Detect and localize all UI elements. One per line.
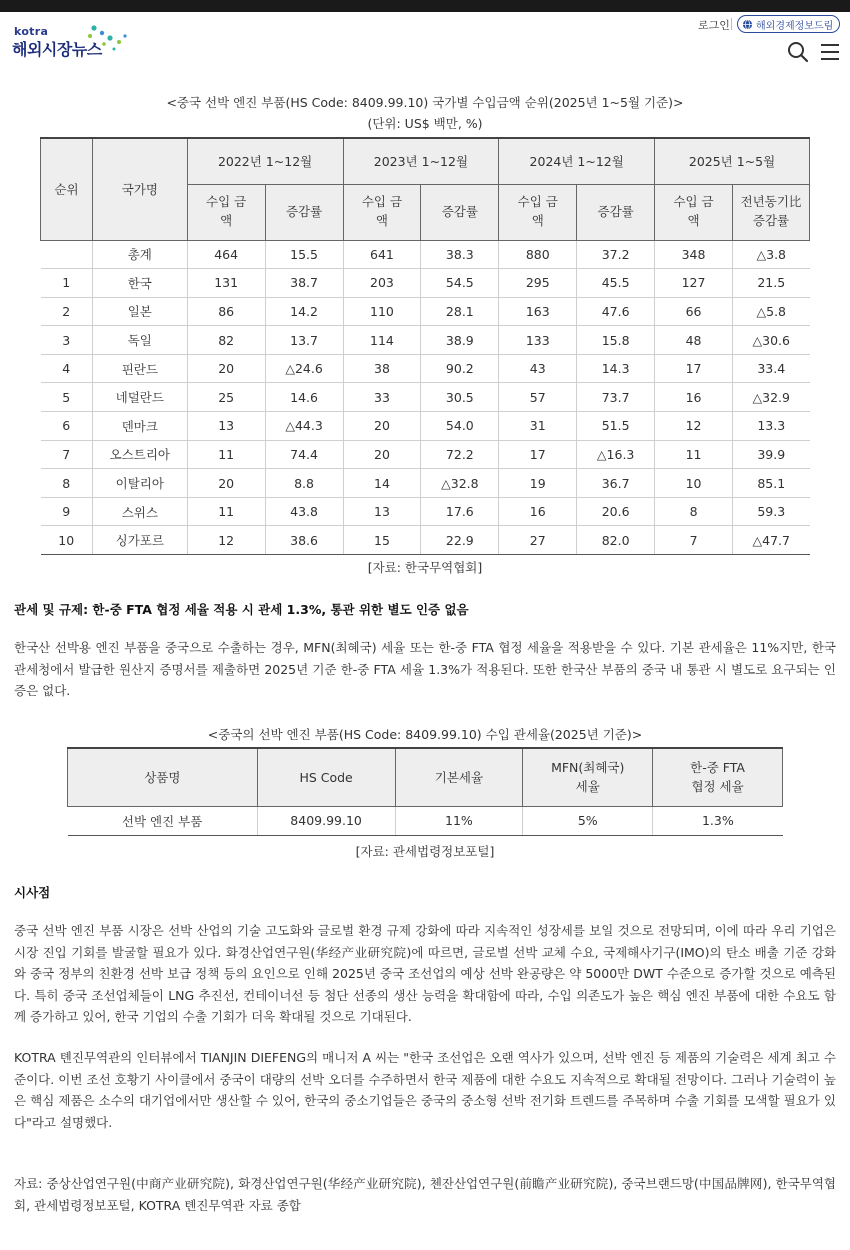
country-cell: 오스트리아 — [92, 440, 187, 469]
rank-cell — [41, 240, 93, 269]
globe-icon — [742, 19, 753, 30]
subheader-rate: 증감률 — [421, 184, 499, 240]
value-cell: △30.6 — [733, 326, 810, 355]
table-row — [41, 526, 810, 555]
value-cell: 10 — [655, 469, 733, 498]
table-row — [41, 440, 810, 469]
site-header — [0, 12, 850, 72]
value-cell: 82.0 — [577, 526, 655, 555]
value-cell: 203 — [343, 269, 421, 298]
table1-source: [자료: 한국무역협회] — [367, 560, 483, 575]
value-cell: 57 — [499, 383, 577, 412]
rank-cell: 5 — [41, 383, 93, 412]
header-period-2022: 2022년 1~12월 — [187, 138, 343, 184]
country-cell: 덴마크 — [92, 412, 187, 441]
value-cell: 33.4 — [733, 354, 810, 383]
tariff-paragraph: 한국산 선박용 엔진 부품을 중국으로 수출하는 경우, MFN(최혜국) 세율 또는 한-중 FTA 협정 세율을 적용받을 수 있다. 기본 관세율은 11%지만, 한국 관세청에서 발급한 원산지 증명서를 제출하면 2025년 기준 한-중 FTA 세율 1.3%가 적용된다. 또한 한국산 부품의 중국 내 통관 시 별도로 요구되는 인증은 없다. — [14, 640, 836, 698]
subheader-yoy-rate: 전년동기比 증감률 — [733, 184, 810, 240]
t2-cell-product: 선박 엔진 부품 — [68, 806, 258, 835]
value-cell: 20 — [187, 469, 265, 498]
hamburger-menu-icon[interactable] — [820, 43, 840, 61]
country-cell: 독일 — [92, 326, 187, 355]
value-cell: 66 — [655, 297, 733, 326]
value-cell: 13 — [343, 497, 421, 526]
value-cell: 28.1 — [421, 297, 499, 326]
value-cell: 59.3 — [733, 497, 810, 526]
value-cell: 348 — [655, 240, 733, 269]
economic-info-button[interactable] — [737, 15, 840, 33]
implications-paragraph-1: 중국 선박 엔진 부품 시장은 선박 산업의 기술 고도화와 글로벌 환경 규제 강화에 따라 지속적인 성장세를 보일 것으로 전망되며, 이에 따라 우리 기업은 시장 진입 기회를 발굴할 필요가 있다. 화경산업연구원(华经产业研究院)에 따르면, 글로벌 선박 교체 수요, 국제해사기구(IMO)의 탄소 배출 기준 강화와 중국 정부의 친환경 선박 보급 정책 등의 요인으로 인해 2025년 중국 조선업의 예상 선박 완공량은 약 5000만 DWT 수준으로 증가할 것으로 예측된다. 특히 중국 조선업체들이 LNG 추진선, 컨테이너선 등 첨단 선종의 생산 능력을 확대함에 따라, 수입 의존도가 높은 핵심 엔진 부품에 대한 수요도 함께 증가하고 있어, 한국 기업의 수출 기회가 더욱 확대될 것으로 기대된다. — [14, 923, 836, 1024]
value-cell: 14.2 — [265, 297, 343, 326]
value-cell: 19 — [499, 469, 577, 498]
value-cell: 22.9 — [421, 526, 499, 555]
value-cell: 51.5 — [577, 412, 655, 441]
country-cell: 한국 — [92, 269, 187, 298]
rank-cell: 9 — [41, 497, 93, 526]
value-cell: 86 — [187, 297, 265, 326]
value-cell: 17.6 — [421, 497, 499, 526]
header-rank: 순위 — [41, 138, 93, 240]
site-logo[interactable]: 해외시장뉴스 — [12, 40, 102, 59]
value-cell: 43 — [499, 354, 577, 383]
t2-cell-basic-rate: 11% — [395, 806, 523, 835]
value-cell: 110 — [343, 297, 421, 326]
value-cell: 72.2 — [421, 440, 499, 469]
value-cell: 47.6 — [577, 297, 655, 326]
value-cell: △44.3 — [265, 412, 343, 441]
value-cell: 14.6 — [265, 383, 343, 412]
table-row — [41, 412, 810, 441]
table-row — [41, 497, 810, 526]
value-cell: 133 — [499, 326, 577, 355]
value-cell: 295 — [499, 269, 577, 298]
table-row — [68, 806, 783, 835]
subheader-amount: 수입 금액 — [499, 184, 577, 240]
section-heading-implications: 시사점 — [14, 885, 51, 900]
t2-cell-mfn-rate: 5% — [523, 806, 653, 835]
value-cell: 8 — [655, 497, 733, 526]
table-row — [41, 469, 810, 498]
value-cell: 11 — [655, 440, 733, 469]
value-cell: 14 — [343, 469, 421, 498]
value-cell: 14.3 — [577, 354, 655, 383]
value-cell: 163 — [499, 297, 577, 326]
country-cell: 핀란드 — [92, 354, 187, 383]
implications-paragraph-2: KOTRA 톈진무역관의 인터뷰에서 TIANJIN DIEFENG의 매니저 A 씨는 "한국 조선업은 오랜 역사가 있으며, 선박 엔진 등 제품의 기술력은 세계 최고 수준이다. 이번 조선 호황기 사이클에서 중국이 대량의 선박 오더를 수주하면서 한국 제품에 대한 수요도 지속적으로 확대될 전망이다. 그러나 기술력이 높은 핵심 제품은 소수의 대기업에서만 생산할 수 있어, 한국의 중소기업들은 중국의 중소형 선박 전기화 트렌드를 주목하며 수출 기회를 모색할 필요가 있다"라고 설명했다. — [14, 1050, 836, 1130]
value-cell: 127 — [655, 269, 733, 298]
logo-brand-text: kotra — [14, 25, 49, 38]
value-cell: 45.5 — [577, 269, 655, 298]
value-cell: 38 — [343, 354, 421, 383]
value-cell: 74.4 — [265, 440, 343, 469]
country-cell: 일본 — [92, 297, 187, 326]
value-cell: 54.5 — [421, 269, 499, 298]
value-cell: 17 — [499, 440, 577, 469]
value-cell: 15 — [343, 526, 421, 555]
rank-cell: 2 — [41, 297, 93, 326]
value-cell: 38.3 — [421, 240, 499, 269]
table-row — [41, 326, 810, 355]
value-cell: 13.3 — [733, 412, 810, 441]
value-cell: 16 — [499, 497, 577, 526]
subheader-rate: 증감률 — [265, 184, 343, 240]
header-country: 국가명 — [92, 138, 187, 240]
country-cell: 네덜란드 — [92, 383, 187, 412]
table2-source: [자료: 관세법령정보포털] — [355, 844, 495, 859]
table-row — [41, 240, 810, 269]
economic-info-label: 해외경제정보드림 — [756, 20, 834, 32]
value-cell: 85.1 — [733, 469, 810, 498]
value-cell: 73.7 — [577, 383, 655, 412]
header-divider — [731, 18, 732, 30]
login-link[interactable]: 로그인 — [698, 19, 730, 32]
section-heading-tariff: 관세 및 규제: 한-중 FTA 협정 세율 적용 시 관세 1.3%, 통관 위한 별도 인증 없음 — [14, 602, 469, 617]
t2-header-product: 상품명 — [68, 748, 258, 806]
value-cell: 464 — [187, 240, 265, 269]
value-cell: 15.5 — [265, 240, 343, 269]
value-cell: 39.9 — [733, 440, 810, 469]
subheader-amount: 수입 금액 — [343, 184, 421, 240]
top-status-bar — [0, 0, 850, 12]
value-cell: 25 — [187, 383, 265, 412]
tariff-rate-table — [67, 747, 783, 836]
value-cell: 31 — [499, 412, 577, 441]
value-cell: 15.8 — [577, 326, 655, 355]
country-cell: 싱가포르 — [92, 526, 187, 555]
value-cell: △47.7 — [733, 526, 810, 555]
rank-cell: 1 — [41, 269, 93, 298]
rank-cell: 8 — [41, 469, 93, 498]
value-cell: 131 — [187, 269, 265, 298]
value-cell: 38.7 — [265, 269, 343, 298]
t2-cell-fta-rate: 1.3% — [653, 806, 783, 835]
value-cell: 16 — [655, 383, 733, 412]
value-cell: 36.7 — [577, 469, 655, 498]
value-cell: 12 — [187, 526, 265, 555]
country-cell: 스위스 — [92, 497, 187, 526]
value-cell: 20.6 — [577, 497, 655, 526]
value-cell: △5.8 — [733, 297, 810, 326]
t2-header-hscode: HS Code — [257, 748, 395, 806]
value-cell: 20 — [343, 412, 421, 441]
value-cell: 12 — [655, 412, 733, 441]
table-row — [41, 269, 810, 298]
table-row — [41, 297, 810, 326]
value-cell: 90.2 — [421, 354, 499, 383]
value-cell: 17 — [655, 354, 733, 383]
value-cell: 43.8 — [265, 497, 343, 526]
table-row — [41, 354, 810, 383]
value-cell: △3.8 — [733, 240, 810, 269]
rank-cell: 7 — [41, 440, 93, 469]
rank-cell: 6 — [41, 412, 93, 441]
header-period-2023: 2023년 1~12월 — [343, 138, 499, 184]
value-cell: 13.7 — [265, 326, 343, 355]
table1-caption: <중국 선박 엔진 부품(HS Code: 8409.99.10) 국가별 수입금액 순위(2025년 1~5월 기준)> — [166, 95, 684, 110]
header-period-2025: 2025년 1~5월 — [655, 138, 810, 184]
value-cell: 27 — [499, 526, 577, 555]
value-cell: 82 — [187, 326, 265, 355]
value-cell: 54.0 — [421, 412, 499, 441]
t2-header-fta-rate: 한-중 FTA 협정 세율 — [653, 748, 783, 806]
country-cell: 이탈리아 — [92, 469, 187, 498]
country-cell: 총계 — [92, 240, 187, 269]
value-cell: 7 — [655, 526, 733, 555]
rank-cell: 3 — [41, 326, 93, 355]
import-ranking-table — [40, 137, 810, 555]
value-cell: △32.9 — [733, 383, 810, 412]
table1-body — [41, 240, 810, 555]
table2-caption: <중국의 선박 엔진 부품(HS Code: 8409.99.10) 수입 관세율(2025년 기준)> — [207, 727, 643, 742]
table1-unit: (단위: US$ 백만, %) — [367, 116, 483, 131]
value-cell: △32.8 — [421, 469, 499, 498]
rank-cell: 4 — [41, 354, 93, 383]
subheader-amount: 수입 금액 — [655, 184, 733, 240]
value-cell: 38.6 — [265, 526, 343, 555]
header-period-2024: 2024년 1~12월 — [499, 138, 655, 184]
subheader-amount: 수입 금액 — [187, 184, 265, 240]
t2-header-basic-rate: 기본세율 — [395, 748, 523, 806]
logo-dots-icon — [84, 24, 132, 52]
value-cell: 8.8 — [265, 469, 343, 498]
value-cell: 114 — [343, 326, 421, 355]
value-cell: 880 — [499, 240, 577, 269]
value-cell: 21.5 — [733, 269, 810, 298]
value-cell: 48 — [655, 326, 733, 355]
value-cell: 20 — [187, 354, 265, 383]
value-cell: 33 — [343, 383, 421, 412]
value-cell: 641 — [343, 240, 421, 269]
search-icon[interactable] — [787, 41, 809, 63]
t2-header-mfn-rate: MFN(최혜국) 세율 — [523, 748, 653, 806]
value-cell: 11 — [187, 497, 265, 526]
value-cell: △16.3 — [577, 440, 655, 469]
value-cell: △24.6 — [265, 354, 343, 383]
value-cell: 37.2 — [577, 240, 655, 269]
rank-cell: 10 — [41, 526, 93, 555]
value-cell: 30.5 — [421, 383, 499, 412]
sources-note: 자료: 중상산업연구원(中商产业研究院), 화경산업연구원(华经产业研究院), 첸잔산업연구원(前瞻产业研究院), 중국브랜드망(中国品牌网), 한국무역협회, 관세법령정보포털, KOTRA 톈진무역관 자료 종합 — [14, 1176, 836, 1213]
subheader-rate: 증감률 — [577, 184, 655, 240]
table-row — [41, 383, 810, 412]
value-cell: 20 — [343, 440, 421, 469]
value-cell: 11 — [187, 440, 265, 469]
t2-cell-hscode: 8409.99.10 — [257, 806, 395, 835]
value-cell: 38.9 — [421, 326, 499, 355]
value-cell: 13 — [187, 412, 265, 441]
